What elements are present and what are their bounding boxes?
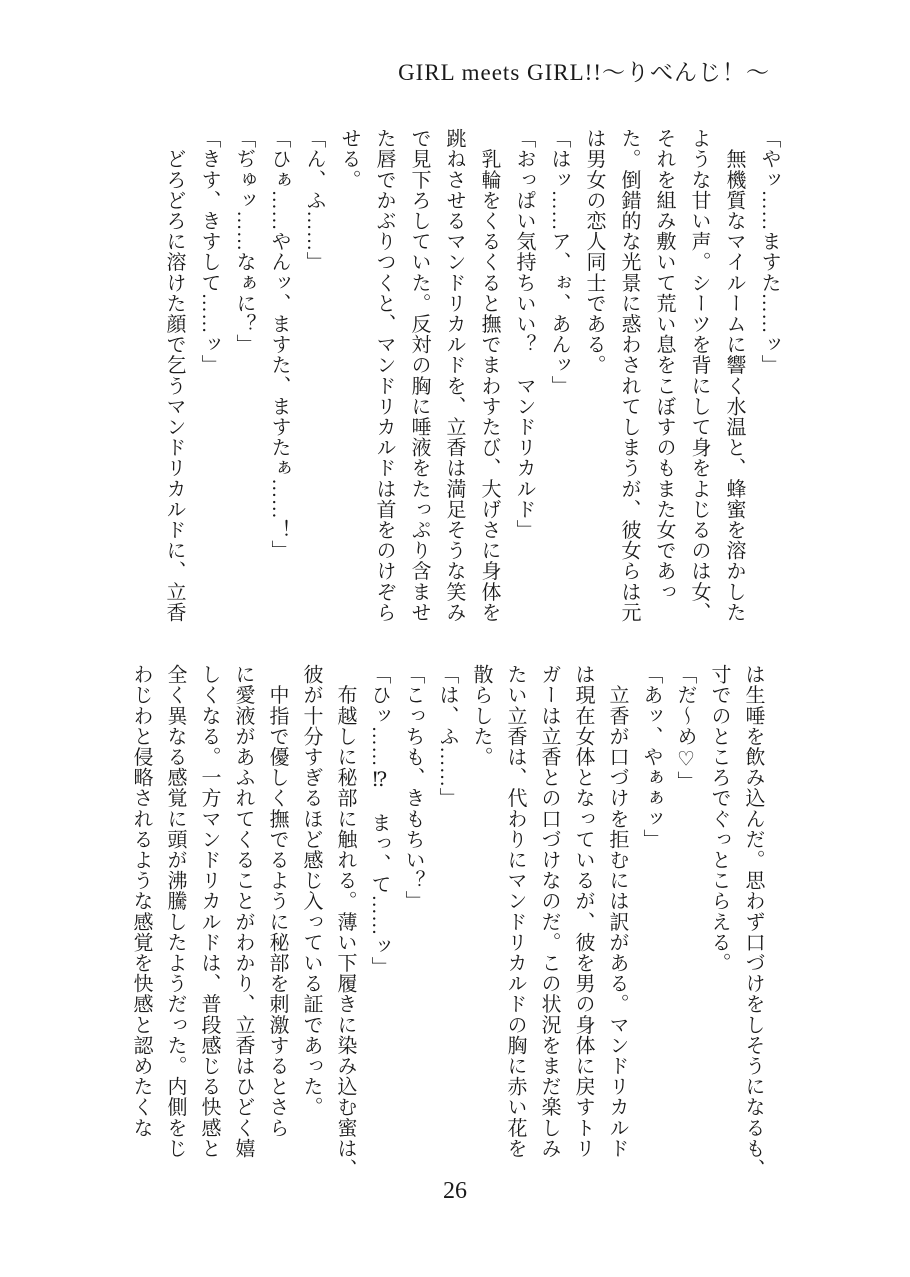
text-line: 布越しに秘部に触れる。薄い下履きに染み込む蜜は、: [334, 664, 356, 1179]
text-line: は男女の恋人同士である。: [583, 128, 605, 376]
text-line: に愛液があふれてくることがわかり、立香はひどく嬉: [232, 664, 254, 1159]
text-line: それを組み敷いて荒い息をこぼすのもまた女であっ: [653, 128, 675, 602]
text-line: 彼が十分すぎるほど感じ入っている証であった。: [300, 664, 322, 1118]
text-line: 「おっぱい気持ちいい？ マンドリカルド」: [513, 128, 535, 540]
text-line: せる。: [338, 128, 360, 190]
text-line: たい立香は、代わりにマンドリカルドの胸に赤い花を: [504, 664, 526, 1159]
page-number: 26: [443, 1178, 467, 1204]
text-line: 「こっちも、きもちい？」: [402, 664, 424, 912]
text-line: た唇でかぶりつくと、マンドリカルドは首をのけぞら: [373, 128, 395, 623]
text-line: 「あッ、やぁぁッ」: [640, 664, 662, 850]
text-line: ような甘い声。シーツを背にして身をよじるのは女、: [688, 128, 710, 623]
text-line: は現在女体となっているが、彼を男の身体に戻すトリ: [572, 664, 594, 1159]
text-line: 中指で優しく撫でるように秘部を刺激するとさら: [266, 664, 288, 1138]
text-line: た。倒錯的な光景に惑わされてしまうが、彼女らは元: [618, 128, 640, 623]
text-line: 無機質なマイルームに響く水温と、蜂蜜を溶かした: [723, 128, 745, 623]
text-line: どろどろに溶けた顔で乞うマンドリカルドに、立香: [163, 128, 185, 623]
text-line: 全く異なる感覚に頭が沸騰したようだった。内側をじ: [164, 664, 186, 1159]
page-header-title: GIRL meets GIRL!!～りべんじ！～: [398, 60, 770, 85]
text-line: ガーは立香との口づけなのだ。この状況をまだ楽しみ: [538, 664, 560, 1159]
text-line: 「はッ……ア、ぉ、あんッ」: [548, 128, 570, 396]
text-line: で見下ろしていた。反対の胸に唾液をたっぷり含ませ: [408, 128, 430, 623]
text-line: 「ぢゅッ……なぁに？」: [233, 128, 255, 355]
text-line: 「だ～め♡」: [674, 664, 696, 792]
text-line: は生唾を飲み込んだ。思わず口づけをしそうになるも、: [742, 664, 764, 1179]
text-line: 乳輪をくるくると撫でまわすたび、大げさに身体を: [478, 128, 500, 623]
text-block-upper: [156, 128, 786, 662]
text-line: わじわと侵略されるような感覚を快感と認めたくな: [130, 664, 152, 1138]
text-line: 「は、ふ……」: [436, 664, 458, 809]
text-line: 「ん、ふ……」: [303, 128, 325, 273]
text-line: 「ひぁ……やんッ、ますた、ますたぁ……！」: [268, 128, 290, 561]
text-line: しくなる。一方マンドリカルドは、普段感じる快感と: [198, 664, 220, 1159]
text-line: 立香が口づけを拒むには訳がある。マンドリカルド: [606, 664, 628, 1159]
text-line: 「やッ……ますた……ッ」: [758, 128, 780, 376]
text-line: 跳ねさせるマンドリカルドを、立香は満足そうな笑み: [443, 128, 465, 623]
text-line: 「ひッ……⁉ まっ、て……ッ」: [368, 664, 390, 977]
text-block-lower: [124, 664, 770, 1192]
text-line: 散らした。: [470, 664, 492, 767]
text-line: 寸でのところでぐっとこらえる。: [708, 664, 730, 973]
text-line: 「きす、きすして……ッ」: [198, 128, 220, 376]
